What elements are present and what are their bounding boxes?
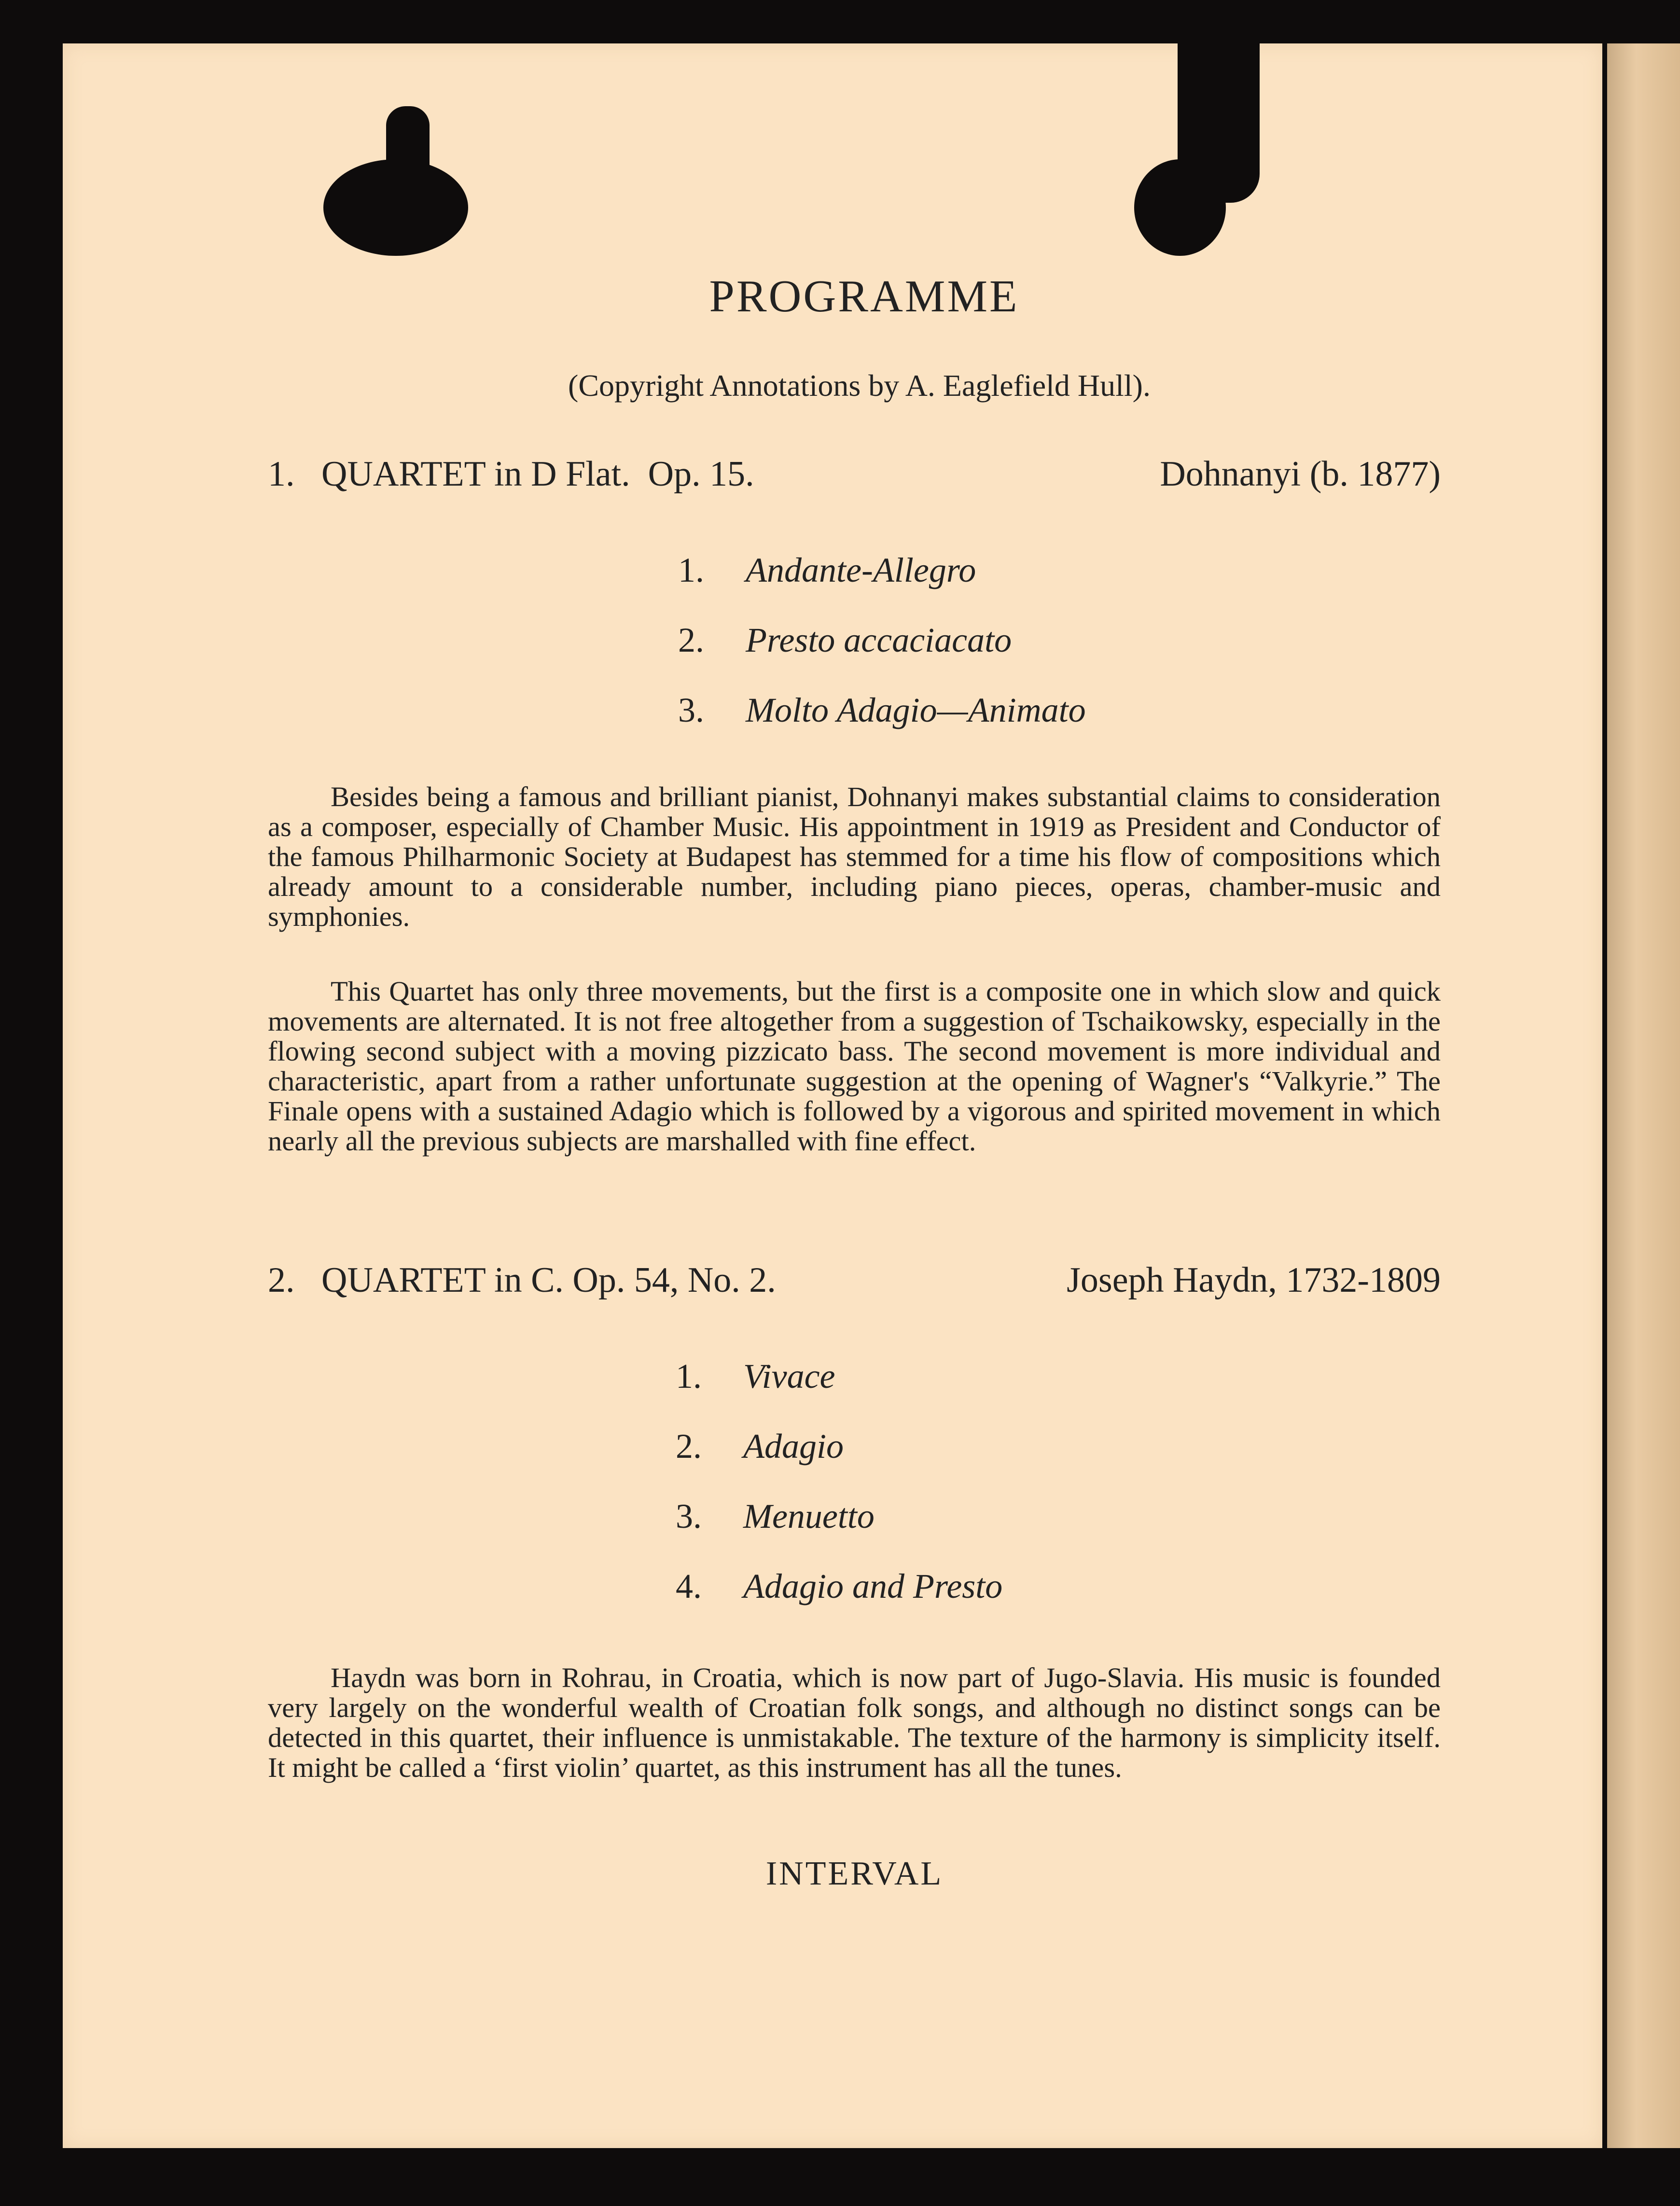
work-note-paragraph: Besides being a famous and brilliant pianist, Dohnanyi makes substantial claims to consideration as a composer, especially of Chamber Music. His appointment in 1919 as President and Conductor of the famous Philharmonic Society at Budapest has stemmed for a time his flow of compositions which already amount to a considerable number, including piano pieces, operas, chamber-music and symphonies. <box>268 781 1441 932</box>
movement-item: 1. Andante-Allegro <box>678 551 976 589</box>
movement-item: 4. Adagio and Presto <box>676 1567 1003 1606</box>
page-subtitle: (Copyright Annotations by A. Eaglefield Hull). <box>568 368 1151 403</box>
interval-label: INTERVAL <box>765 1855 944 1892</box>
movement-item: 1. Vivace <box>676 1357 835 1396</box>
work-heading-1 <box>268 454 1441 495</box>
movement-item: 2. Adagio <box>676 1427 844 1466</box>
work-title-text-2: QUARTET in C. Op. 54, No. 2. <box>321 1260 776 1300</box>
work-composer-1: Dohnanyi (b. 1877) <box>1160 454 1441 494</box>
work-composer-2: Joseph Haydn, 1732-1809 <box>1067 1260 1441 1300</box>
work-note-paragraph: Haydn was born in Rohrau, in Croatia, which is now part of Jugo-Slavia. His music is founded very largely on the wonderful wealth of Croatian folk songs, and although no distinct songs can be detected in this quartet, their influence is unmistakable. The texture of the harmony is simplicity itself. It might be called a ‘first violin’ quartet, as this instrument has all the tunes. <box>268 1662 1441 1783</box>
work-title-text-1: QUARTET in D Flat. Op. 15. <box>321 454 754 494</box>
work-title-1 <box>268 454 754 495</box>
punch-hole-right <box>1134 159 1226 256</box>
movement-item: 3. Menuetto <box>676 1497 875 1536</box>
movement-item: 3. Molto Adagio—Animato <box>678 691 1086 729</box>
punch-hole-left <box>323 159 468 256</box>
next-page-edge <box>1607 43 1680 2148</box>
page-title: PROGRAMME <box>709 271 1019 321</box>
work-title-2 <box>268 1260 776 1301</box>
work-number-2: 2. <box>268 1260 295 1300</box>
work-number-1: 1. <box>268 454 295 494</box>
work-heading-2 <box>268 1260 1441 1301</box>
work-note-paragraph: This Quartet has only three movements, but the first is a composite one in which slow and quick movements are alternated. It is not free altogether from a suggestion of Tschaikowsky, especially in the flowing second subject with a moving pizzicato bass. The second movement is more individual and characteristic, apart from a rather unfortunate suggestion at the opening of Wagner's “Valkyrie.” The Finale opens with a sustained Adagio which is followed by a vigorous and spirited movement in which nearly all the previous subjects are marshalled with fine effect. <box>268 976 1441 1157</box>
movement-item: 2. Presto accaciacato <box>678 621 1012 659</box>
